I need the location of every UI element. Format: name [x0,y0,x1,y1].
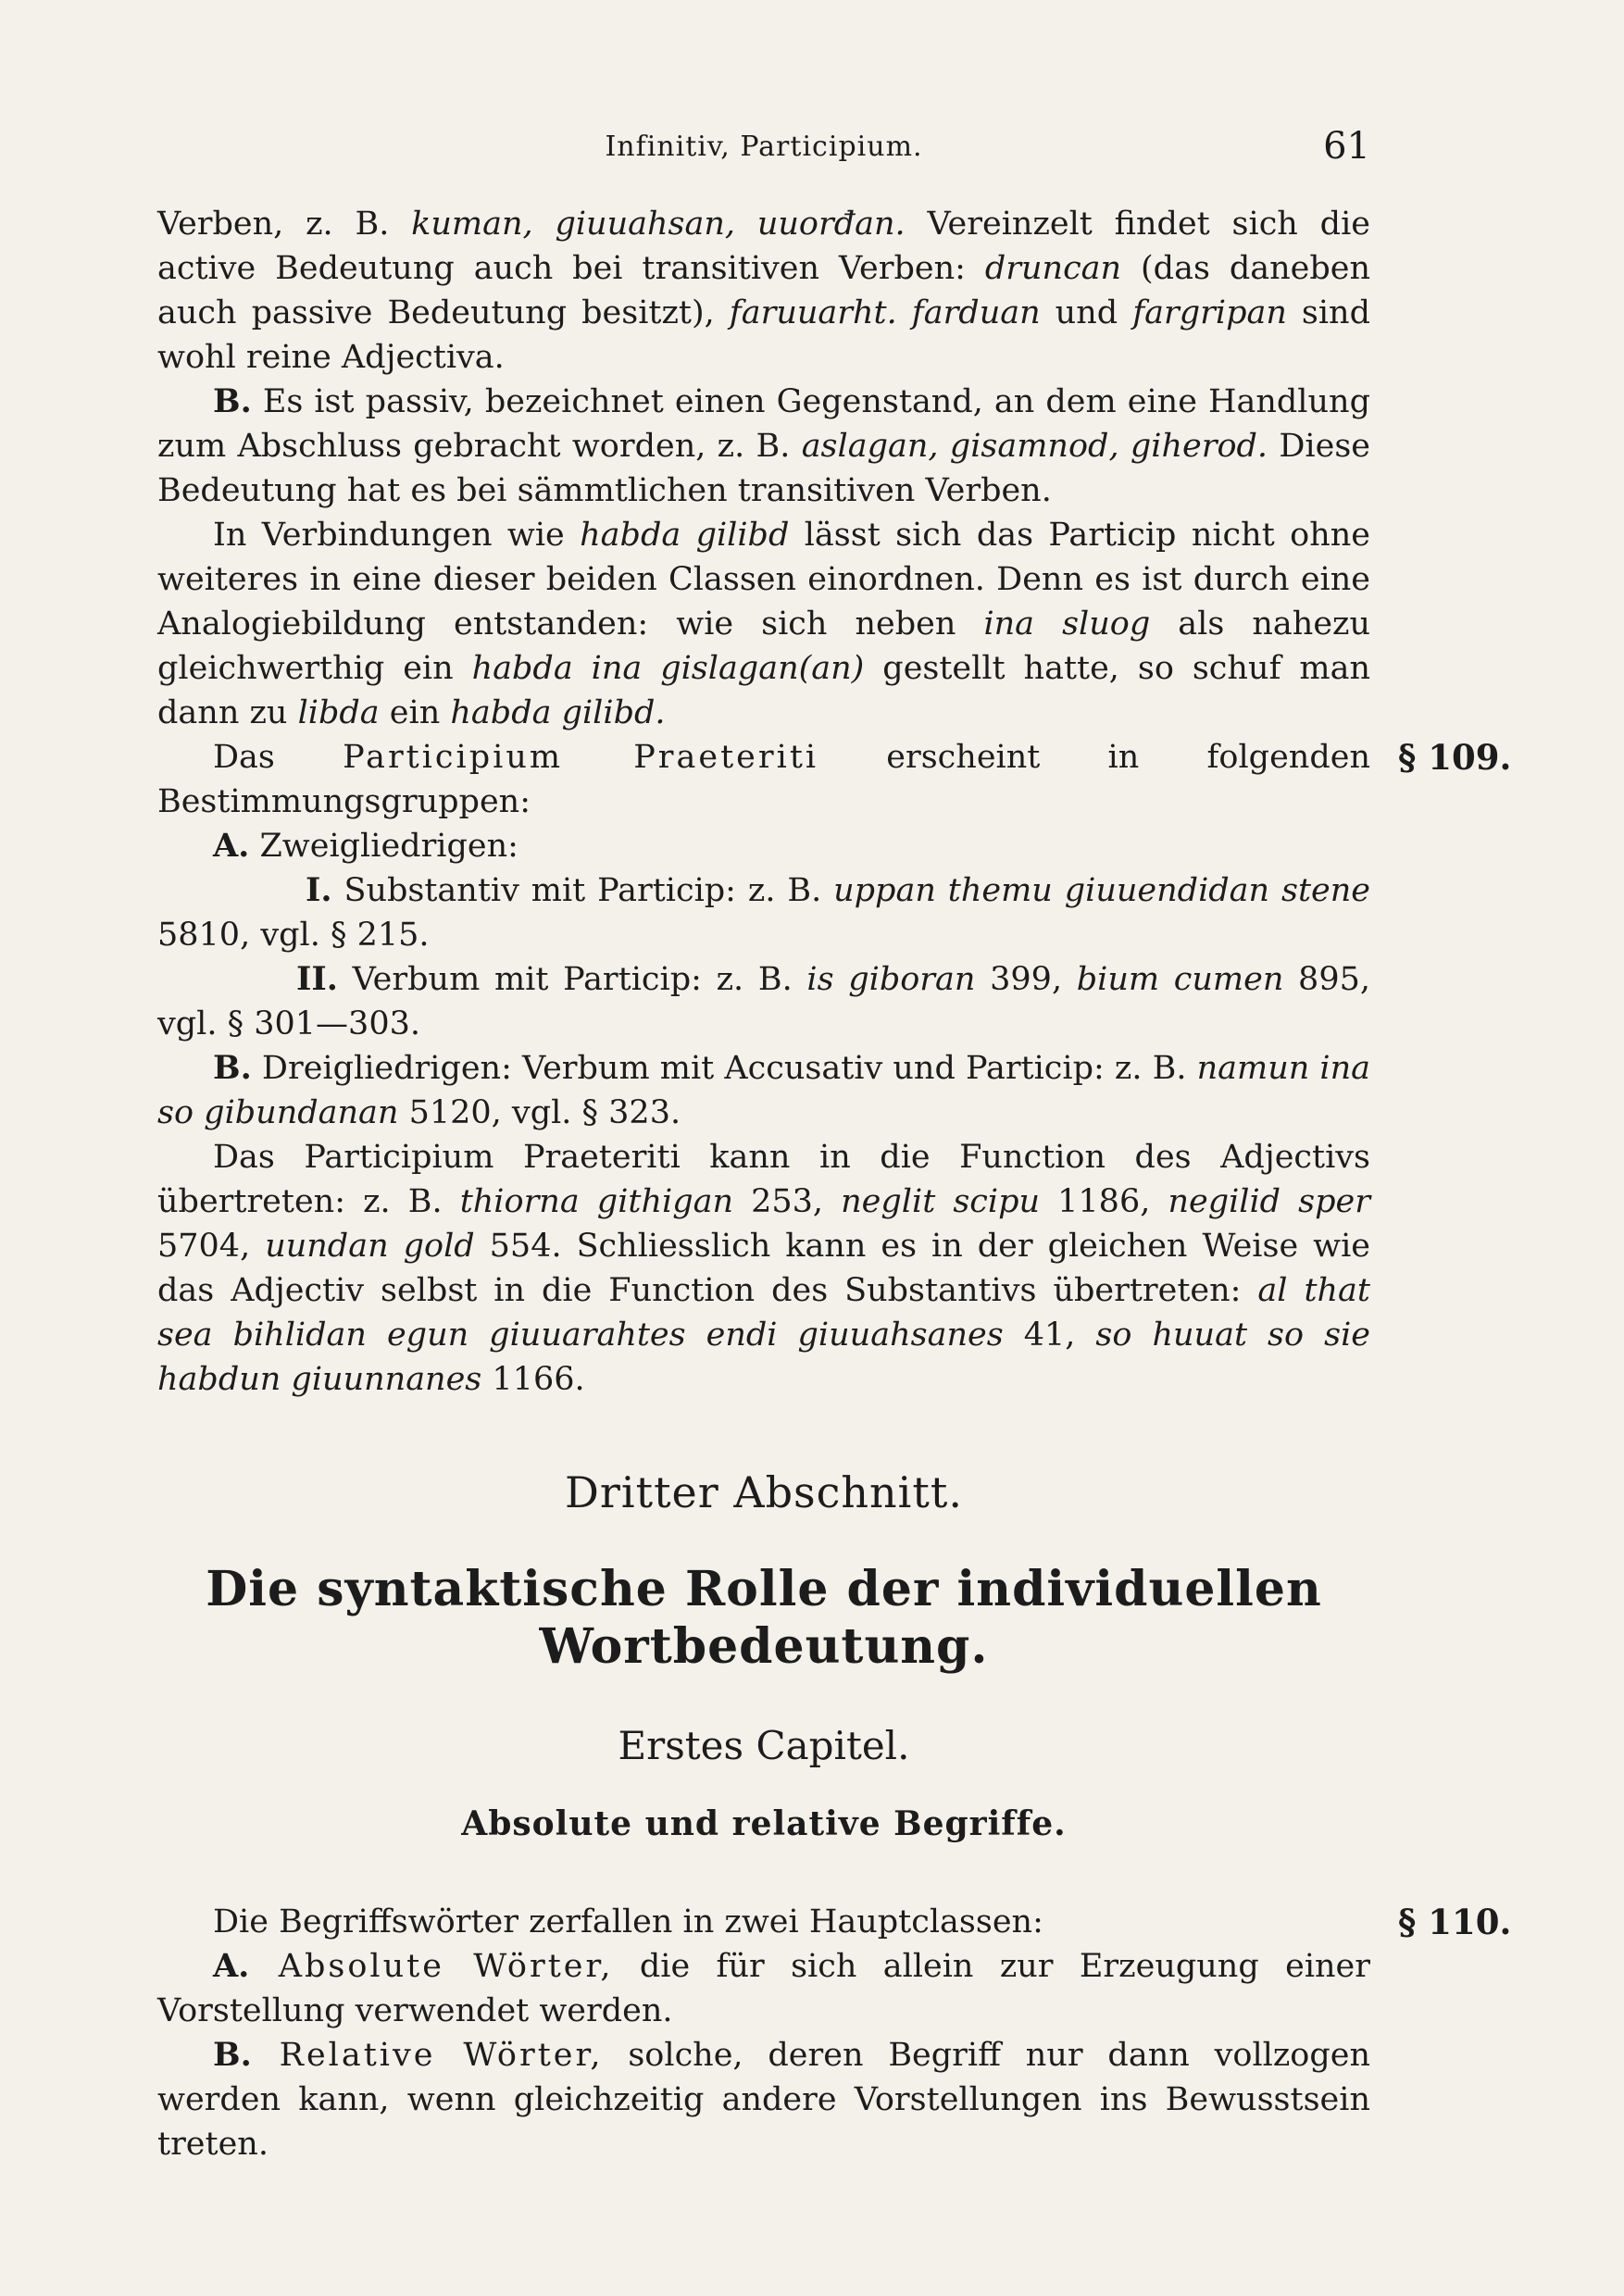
paragraph-adjectiv-function: Das Participium Praeteriti kann in die Function des Adjectivs übertreten: z. B. thiorna githigan 253, neglit scipu 1186, negilid sper 5704, uundan gold 554. Schliesslich kann es in der gleichen Weise wie das Adjectiv selbst in die Function des Substantivs übertreten: al that sea bihlidan egun giuuarahtes endi giuuahsanes 41, so huuat so sie habdun giuunnanes 1166. [157,1139,1371,1398]
paragraph-109: Das Participium Praeteriti erscheint in folgenden Bestimmungsgruppen: [157,739,1371,820]
running-title: Infinitiv, Participium. [605,131,923,163]
paragraph-109-block [157,735,1512,824]
chapter-heading: Erstes Capitel. [618,1723,910,1768]
chapter-subtitle: Absolute und relative Begriffe. [461,1804,1067,1843]
paragraph-relative-words: B. Relative Wörter, solche, deren Begriff nur dann vollzogen werden kann, wenn gleichzeitig andere Vorstellungen ins Bewusstsein treten. [157,2036,1371,2163]
section-mark-109: § 109. [1398,737,1512,778]
paragraph-continuation: Verben, z. B. kuman, giuuahsan, uuorđan. Vereinzelt findet sich die active Bedeutung auch bei transitiven Verben: druncan (das daneben auch passive Bedeutung besitzt), faruuarht. farduan und fargripan sind wohl reine Adjectiva. [157,206,1371,376]
paragraph-ii-verbum: II. Verbum mit Particip: z. B. is giboran 399, bium cumen 895, vgl. § 301—303. [157,960,1370,1042]
paragraph-110-block [157,1900,1512,1944]
section-mark-110: § 110. [1398,1902,1512,1942]
section-title-heading: Die syntaktische Rolle der individuellen Wortbedeutung. [206,1561,1322,1675]
paragraph-analogy: In Verbindungen wie habda gilibd lässt sich das Particip nicht ohne weiteres in eine dieser beiden Classen einordnen. Denn es ist durch eine Analogiebildung entstanden: wie sich neben ina sluog als nahezu gleichwerthig ein habda ina gislagan(an) gestellt hatte, so schuf man dann zu libda ein habda gilibd. [157,517,1371,731]
page-body [157,202,1512,2166]
paragraph-i-substantiv: I. Substantiv mit Particip: z. B. uppan themu giuuendidan stene 5810, vgl. § 215. [157,871,1370,954]
paragraph-passive: B. Es ist passiv, bezeichnet einen Gegenstand, an dem eine Handlung zum Abschluss gebracht worden, z. B. aslagan, gisamnod, giherod. Diese Bedeutung hat es bei sämmtlichen transitiven Verben. [157,382,1371,509]
paragraph-110: Die Begriffswörter zerfallen in zwei Hauptclassen: [213,1903,1043,1940]
paragraph-absolute-words: A. Absolute Wörter, die für sich allein zur Erzeugung einer Vorstellung verwendet werden. [157,1947,1371,2029]
page-number: 61 [1323,125,1370,168]
paragraph-a-two-part: A. Zweigliedrigen: [213,827,518,865]
running-head [157,125,1370,171]
part-heading: Dritter Abschnitt. [565,1467,963,1517]
paragraph-b-three-part: B. Dreigliedrigen: Verbum mit Accusativ und Particip: z. B. namun ina so gibundanan 5120, vgl. § 323. [157,1049,1371,1131]
